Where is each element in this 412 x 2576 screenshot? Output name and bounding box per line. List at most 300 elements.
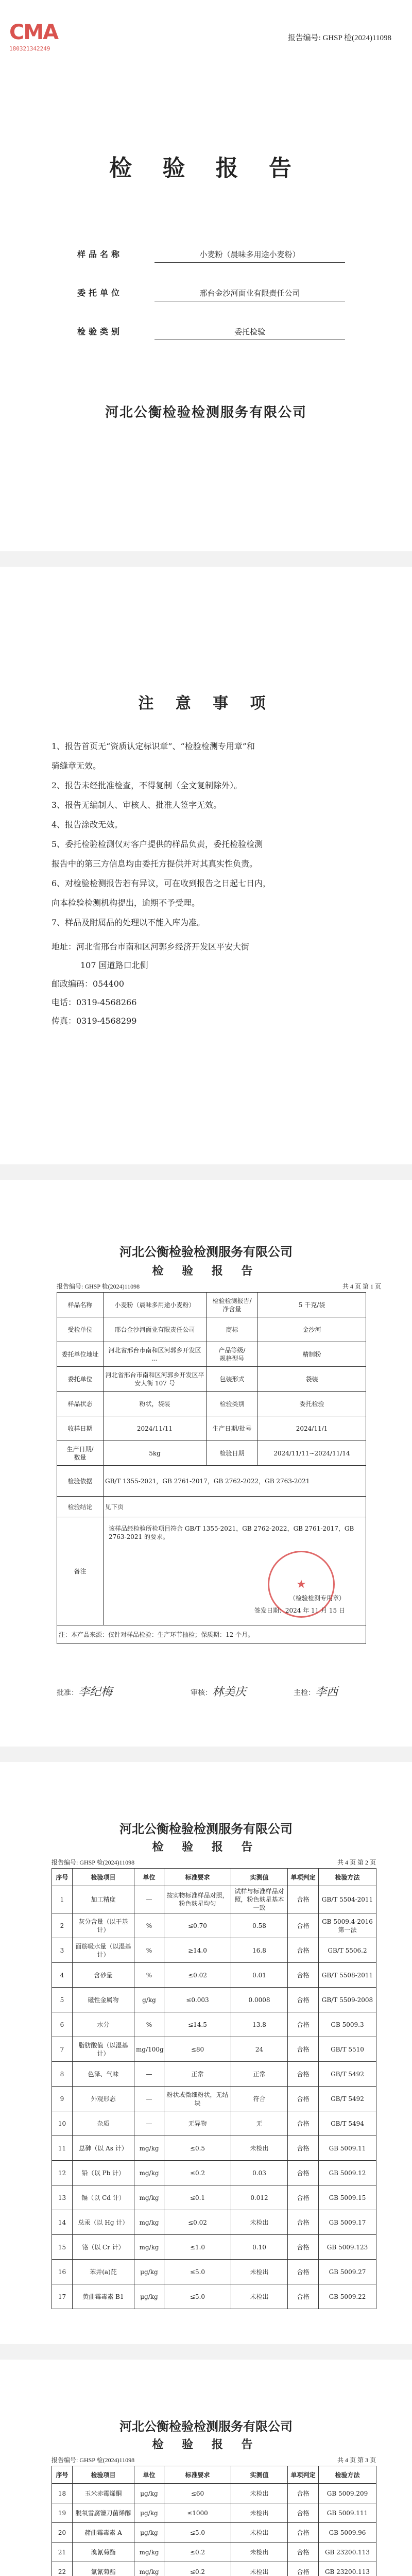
approve-label: 批准： xyxy=(57,1689,78,1697)
table-cell: 6 xyxy=(52,2012,73,2037)
table-cell: 合格 xyxy=(288,2484,319,2503)
notice-item: 报告中的第三方信息均由委托方提供并对其真实性负责。 xyxy=(52,859,258,869)
header-cell: 检验项目 xyxy=(73,2466,134,2484)
cell-value: 2024/11/11~2024/11/14 xyxy=(258,1441,366,1466)
field-label: 检验类别 xyxy=(77,327,123,336)
table-cell: ≤14.5 xyxy=(164,2012,231,2037)
table-cell: GB 5009.22 xyxy=(319,2284,376,2309)
table-cell: 未检出 xyxy=(231,2484,288,2503)
table-cell: 7 xyxy=(52,2037,73,2062)
postcode-line: 邮政编码：054400 xyxy=(52,979,125,989)
cell-key: 样品名称 xyxy=(57,1293,104,1317)
seal-star-icon: ★ xyxy=(296,1578,306,1591)
table-cell: 12 xyxy=(52,2161,73,2185)
table-cell: 16.8 xyxy=(231,1938,288,1963)
table-cell: GB/T 5494 xyxy=(319,2111,376,2136)
cell-key: 检验依据 xyxy=(57,1466,104,1497)
table-cell: 合格 xyxy=(288,2562,319,2576)
table-cell: 外观形态 xyxy=(73,2087,134,2111)
table-row xyxy=(52,2087,376,2111)
table-cell: 14 xyxy=(52,2210,73,2235)
results-table xyxy=(52,1868,376,2309)
table-row xyxy=(57,1497,366,1517)
table-cell: 15 xyxy=(52,2235,73,2260)
table-cell: GB 5009.209 xyxy=(319,2484,376,2503)
table-row xyxy=(52,2037,376,2062)
table-cell: 0.03 xyxy=(231,2161,288,2185)
signature-row xyxy=(57,1682,376,1703)
table-row xyxy=(57,1625,366,1644)
table-cell: 5 xyxy=(52,1988,73,2012)
cell-value: 邢台金沙河面业有限责任公司 xyxy=(104,1317,207,1342)
table-cell: GB/T 5510 xyxy=(319,2037,376,2062)
table-cell: g/kg xyxy=(134,1988,164,2012)
table-cell: 总砷（以 As 计） xyxy=(73,2136,134,2161)
field-sample-name xyxy=(77,242,345,263)
table-cell: 黄曲霉毒素 B1 xyxy=(73,2284,134,2309)
table-row xyxy=(52,2062,376,2087)
table-cell: 22 xyxy=(52,2562,73,2576)
table-cell: 合格 xyxy=(288,1913,319,1938)
table-cell: 合格 xyxy=(288,1886,319,1913)
table-row xyxy=(57,1342,366,1367)
note-cell: 注：本产品来源：仅针对样品检验：生产环节抽检；保质期：12 个月。 xyxy=(57,1625,366,1644)
table-cell: GB 5009.123 xyxy=(319,2235,376,2260)
table-cell: 0.01 xyxy=(231,1963,288,1988)
table-cell: 未检出 xyxy=(231,2260,288,2284)
table-cell: 3 xyxy=(52,1938,73,1963)
header-cell: 实测值 xyxy=(231,1869,288,1886)
table-cell: 加工精度 xyxy=(73,1886,134,1913)
cover-organization: 河北公衡检验检测服务有限公司 xyxy=(105,405,307,420)
table-cell: 4 xyxy=(52,1963,73,1988)
table-cell: 合格 xyxy=(288,2062,319,2087)
cell-key: 生产日期/批号 xyxy=(207,1416,258,1441)
table-cell: GB 5009.11 xyxy=(319,2136,376,2161)
header-cell: 单位 xyxy=(134,2466,164,2484)
notice-item: 骑缝章无效。 xyxy=(52,761,101,771)
field-label: 委托单位 xyxy=(77,288,123,298)
table-row xyxy=(57,1416,366,1441)
table-cell: 按实物标准样品对照，粉色麸星均匀 xyxy=(164,1886,231,1913)
table-row xyxy=(52,1886,376,1913)
cell-value: 精制粉 xyxy=(258,1342,366,1367)
table-row xyxy=(52,1913,376,1938)
table-cell: 13 xyxy=(52,2185,73,2210)
table-cell: 溴氰菊酯 xyxy=(73,2543,134,2562)
table-cell: GB 5009.96 xyxy=(319,2523,376,2543)
table-cell: μg/kg xyxy=(134,2523,164,2543)
cover-title: 检 验 报 告 xyxy=(109,155,303,181)
table-row xyxy=(52,1938,376,1963)
notice-list xyxy=(52,737,371,933)
table-cell: GB/T 5508-2011 xyxy=(319,1963,376,1988)
table-cell: GB 5009.27 xyxy=(319,2260,376,2284)
table-cell: GB/T 5504-2011 xyxy=(319,1886,376,1913)
table-cell: GB/T 5492 xyxy=(319,2087,376,2111)
table-row xyxy=(52,2111,376,2136)
table-row xyxy=(57,1392,366,1416)
table-cell: 未检出 xyxy=(231,2503,288,2523)
cell-value: 粉状，袋装 xyxy=(104,1392,207,1416)
write-signature: 李西 xyxy=(315,1686,338,1699)
table-cell: GB 5009.17 xyxy=(319,2210,376,2235)
notice-page xyxy=(0,567,412,1164)
notice-item: 1、报告首页无“资质认定标识章”、“检验检测专用章”和 xyxy=(52,741,255,751)
table-cell: 0.10 xyxy=(231,2235,288,2260)
page-indicator: 共 4 页 第 2 页 xyxy=(337,1859,376,1866)
table-row xyxy=(52,2136,376,2161)
table-cell: 试样与标准样品对照，粉色麸星基本一致 xyxy=(231,1886,288,1913)
table-cell: 合格 xyxy=(288,2210,319,2235)
cma-mark: CMA xyxy=(9,21,58,44)
table-cell: 无 xyxy=(231,2111,288,2136)
table-cell: 合格 xyxy=(288,2161,319,2185)
table-row xyxy=(52,2012,376,2037)
table-cell: 未检出 xyxy=(231,2523,288,2543)
table-cell: 粉状或微细粉状，无结块 xyxy=(164,2087,231,2111)
cell-key: 生产日期/ 数量 xyxy=(57,1441,104,1466)
table-row xyxy=(57,1441,366,1466)
table-cell: GB/T 5492 xyxy=(319,2062,376,2087)
table-row xyxy=(52,1963,376,1988)
table-row xyxy=(52,2235,376,2260)
page-indicator: 共 4 页 第 1 页 xyxy=(342,1283,381,1290)
table-cell: GB 23200.113 xyxy=(319,2562,376,2576)
table-cell: 8 xyxy=(52,2062,73,2087)
page-gap xyxy=(0,1164,412,1180)
table-cell: 苯并(a)芘 xyxy=(73,2260,134,2284)
table-cell: 无异物 xyxy=(164,2111,231,2136)
table-cell: 未检出 xyxy=(231,2210,288,2235)
table-row xyxy=(52,2523,376,2543)
cell-value: 河北省邢台市南和区河郭乡开发区平安大街 107 号 xyxy=(104,1367,207,1392)
table-cell: 磁性金属物 xyxy=(73,1988,134,2012)
address-line-cont: 107 国道路口北侧 xyxy=(80,960,148,970)
table-cell: 合格 xyxy=(288,2260,319,2284)
table-cell: 24 xyxy=(231,2037,288,2062)
notice-title: 注 意 事 项 xyxy=(138,694,274,713)
table-cell: 13.8 xyxy=(231,2012,288,2037)
table-cell: ≤60 xyxy=(164,2484,231,2503)
cell-value: 5kg xyxy=(104,1441,207,1466)
review-signature: 林美庆 xyxy=(212,1686,247,1699)
report-number: 报告编号: GHSP 检(2024)11098 xyxy=(52,1859,135,1866)
table-cell: ≤0.2 xyxy=(164,2161,231,2185)
cell-key: 检验检测报告/ 净含量 xyxy=(207,1293,258,1317)
table-cell: % xyxy=(134,1913,164,1938)
page-indicator: 共 4 页 第 3 页 xyxy=(337,2456,376,2464)
table-row xyxy=(52,2284,376,2309)
report-number: 报告编号: GHSP 检(2024)11098 xyxy=(287,34,391,42)
table-cell: 赭曲霉毒素 A xyxy=(73,2523,134,2543)
table-row xyxy=(57,1317,366,1342)
table-cell: ≤80 xyxy=(164,2037,231,2062)
table-cell: — xyxy=(134,1886,164,1913)
table-cell: 未检出 xyxy=(231,2284,288,2309)
table-header-row xyxy=(52,1869,376,1886)
write-label: 主检： xyxy=(294,1689,315,1697)
table-cell: ≤5.0 xyxy=(164,2284,231,2309)
table-cell: 合格 xyxy=(288,2503,319,2523)
table-row xyxy=(57,1466,366,1497)
table-cell: GB 5009.111 xyxy=(319,2503,376,2523)
cell-value: 袋装 xyxy=(258,1367,366,1392)
table-cell: 11 xyxy=(52,2136,73,2161)
table-cell: 合格 xyxy=(288,1988,319,2012)
table-cell: 玉米赤霉烯酮 xyxy=(73,2484,134,2503)
field-category xyxy=(77,319,345,340)
table-row xyxy=(52,2503,376,2523)
header-cell: 标准要求 xyxy=(164,1869,231,1886)
notice-item: 7、样品及附属品的处理以不能入库为准。 xyxy=(52,918,205,927)
cma-logo xyxy=(9,21,67,52)
cell-value: 见下页 xyxy=(104,1497,366,1517)
table-cell: 合格 xyxy=(288,2185,319,2210)
page-subtitle: 检 验 报 告 xyxy=(152,1264,260,1278)
report-number: 报告编号: GHSP 检(2024)11098 xyxy=(52,2456,135,2464)
table-cell: μg/kg xyxy=(134,2484,164,2503)
table-cell: 脂肪酸值（以湿基计） xyxy=(73,2037,134,2062)
table-cell: ≤1.0 xyxy=(164,2235,231,2260)
table-cell: μg/kg xyxy=(134,2284,164,2309)
table-cell: mg/kg xyxy=(134,2136,164,2161)
table-cell: 杂质 xyxy=(73,2111,134,2136)
table-cell: 1 xyxy=(52,1886,73,1913)
header-cell: 序号 xyxy=(52,1869,73,1886)
table-cell: GB 5009.3 xyxy=(319,2012,376,2037)
table-cell: 未检出 xyxy=(231,2136,288,2161)
table-cell: — xyxy=(134,2062,164,2087)
cell-key: 委托单位地址 xyxy=(57,1342,104,1367)
table-cell: ≤0.2 xyxy=(164,2543,231,2562)
results-page-1 xyxy=(0,1762,412,2344)
table-header-row xyxy=(52,2466,376,2484)
table-cell: ≤0.1 xyxy=(164,2185,231,2210)
table-cell: mg/kg xyxy=(134,2562,164,2576)
notice-item: 5、委托检验检测仅对客户提供的样品负责，委托检验检测 xyxy=(52,839,263,849)
cell-value: 河北省邢台市南和区河郭乡开发区 ... xyxy=(104,1342,207,1367)
cell-key: 检验类别 xyxy=(207,1392,258,1416)
table-cell: 20 xyxy=(52,2523,73,2543)
review-label: 审核： xyxy=(191,1689,212,1697)
table-row xyxy=(52,2210,376,2235)
cell-key: 样品状态 xyxy=(57,1392,104,1416)
table-cell: 总汞（以 Hg 计） xyxy=(73,2210,134,2235)
cell-value: 2024/11/1 xyxy=(258,1416,366,1441)
table-cell: ≥14.0 xyxy=(164,1938,231,1963)
field-value: 委托检验 xyxy=(154,326,345,340)
table-cell: 9 xyxy=(52,2087,73,2111)
table-cell: GB/T 5506.2 xyxy=(319,1938,376,1963)
table-cell: 合格 xyxy=(288,2037,319,2062)
table-cell: ≤5.0 xyxy=(164,2260,231,2284)
header-cell: 单位 xyxy=(134,1869,164,1886)
remark-text: 该样品经检验所检项目符合 GB/T 1355-2021，GB 2762-2022，GB 2761-2017，GB 2763-2021 的要求。 xyxy=(109,1525,354,1540)
table-cell: 2 xyxy=(52,1913,73,1938)
table-cell: ≤0.2 xyxy=(164,2562,231,2576)
table-cell: 面筋吸水量（以湿基计） xyxy=(73,1938,134,1963)
table-cell: ≤1000 xyxy=(164,2503,231,2523)
table-cell: mg/kg xyxy=(134,2543,164,2562)
cell-value: 金沙河 xyxy=(258,1317,366,1342)
table-cell: 17 xyxy=(52,2284,73,2309)
table-cell: 色泽、气味 xyxy=(73,2062,134,2087)
contact-block xyxy=(52,938,371,1030)
table-cell: GB/T 5509-2008 xyxy=(319,1988,376,2012)
field-label: 样品名称 xyxy=(77,249,123,259)
header-cell: 单项判定 xyxy=(288,2466,319,2484)
table-cell: mg/kg xyxy=(134,2161,164,2185)
approve-signature: 李纪梅 xyxy=(78,1686,113,1699)
table-cell: mg/kg xyxy=(134,2235,164,2260)
table-cell: 脱氧雪腐镰刀菌烯醇 xyxy=(73,2503,134,2523)
header-cell: 检验方法 xyxy=(319,2466,376,2484)
cell-value: 委托检验 xyxy=(258,1392,366,1416)
header-cell: 序号 xyxy=(52,2466,73,2484)
table-cell: GB 5009.12 xyxy=(319,2161,376,2185)
cell-value: 5 千克/袋 xyxy=(258,1293,366,1317)
table-cell: 0.58 xyxy=(231,1913,288,1938)
table-cell: 符合 xyxy=(231,2087,288,2111)
table-cell: ≤0.003 xyxy=(164,1988,231,2012)
table-cell: 合格 xyxy=(288,2235,319,2260)
table-cell: 合格 xyxy=(288,1938,319,1963)
cell-key: 检验日期 xyxy=(207,1441,258,1466)
page-subtitle: 检 验 报 告 xyxy=(152,2438,260,2451)
field-value: 小麦粉（晨味多用途小麦粉） xyxy=(154,249,345,263)
cell-value: 小麦粉（晨味多用途小麦粉） xyxy=(104,1293,207,1317)
page-organization: 河北公衡检验检测服务有限公司 xyxy=(119,2419,293,2434)
table-cell: GB 23200.113 xyxy=(319,2543,376,2562)
cell-key: 商标 xyxy=(207,1317,258,1342)
table-row xyxy=(52,2562,376,2576)
notice-item: 3、报告无编制人、审核人、批准人签字无效。 xyxy=(52,800,222,810)
table-row xyxy=(57,1367,366,1392)
table-cell: 合格 xyxy=(288,2136,319,2161)
notice-item: 2、报告未经批准检查，不得复制（全文复制除外）。 xyxy=(52,781,243,790)
cell-key: 产品等级/ 规格型号 xyxy=(207,1342,258,1367)
table-cell: mg/kg xyxy=(134,2185,164,2210)
table-cell: ≤0.02 xyxy=(164,2210,231,2235)
field-client xyxy=(77,281,345,301)
table-cell: 正常 xyxy=(231,2062,288,2087)
table-cell: 合格 xyxy=(288,2284,319,2309)
page-subtitle: 检 验 报 告 xyxy=(152,1840,260,1854)
table-cell: 灰分含量（以干基计） xyxy=(73,1913,134,1938)
table-cell: μg/kg xyxy=(134,2260,164,2284)
page-gap xyxy=(0,551,412,567)
cell-key: 受检单位 xyxy=(57,1317,104,1342)
table-row xyxy=(52,2260,376,2284)
table-row xyxy=(52,2543,376,2562)
table-cell: 合格 xyxy=(288,2087,319,2111)
table-cell: — xyxy=(134,2111,164,2136)
cell-value: 2024/11/11 xyxy=(104,1416,207,1441)
table-cell: 18 xyxy=(52,2484,73,2503)
report-summary-page xyxy=(0,1180,412,1747)
page-organization: 河北公衡检验检测服务有限公司 xyxy=(119,1821,293,1836)
table-cell: 氯氰菊酯 xyxy=(73,2562,134,2576)
header-cell: 标准要求 xyxy=(164,2466,231,2484)
results-table xyxy=(52,2466,376,2576)
table-cell: ≤0.5 xyxy=(164,2136,231,2161)
table-cell: ≤0.02 xyxy=(164,1963,231,1988)
results-body xyxy=(52,1886,376,2309)
table-cell: 铅（以 Pb 计） xyxy=(73,2161,134,2185)
table-cell: % xyxy=(134,2012,164,2037)
header-cell: 检验项目 xyxy=(73,1869,134,1886)
table-row xyxy=(52,2185,376,2210)
table-cell: 正常 xyxy=(164,2062,231,2087)
page-organization: 河北公衡检验检测服务有限公司 xyxy=(119,1244,293,1259)
table-cell: 0.012 xyxy=(231,2185,288,2210)
header-cell: 实测值 xyxy=(231,2466,288,2484)
table-cell: ≤5.0 xyxy=(164,2523,231,2543)
table-cell: 10 xyxy=(52,2111,73,2136)
cell-key: 收样日期 xyxy=(57,1416,104,1441)
table-cell: mg/100g xyxy=(134,2037,164,2062)
results-body xyxy=(52,2484,376,2576)
table-cell: 合格 xyxy=(288,2012,319,2037)
results-page-2 xyxy=(0,2360,412,2576)
table-cell: ≤0.70 xyxy=(164,1913,231,1938)
sign-date: 签发日期：2024 年 11 月 15 日 xyxy=(254,1607,345,1614)
table-cell: % xyxy=(134,1963,164,1988)
table-row xyxy=(57,1293,366,1317)
tel-line: 电话：0319-4568266 xyxy=(52,997,137,1007)
page-gap xyxy=(0,1747,412,1762)
table-cell: 16 xyxy=(52,2260,73,2284)
header-cell: 单项判定 xyxy=(288,1869,319,1886)
cell-key: 委托单位 xyxy=(57,1367,104,1392)
table-cell: GB 5009.4-2016 第一法 xyxy=(319,1913,376,1938)
table-cell: 合格 xyxy=(288,2111,319,2136)
table-cell: 0.0008 xyxy=(231,1988,288,2012)
table-cell: GB 5009.15 xyxy=(319,2185,376,2210)
table-cell: 未检出 xyxy=(231,2543,288,2562)
field-value: 邢台金沙河面业有限责任公司 xyxy=(154,287,345,301)
table-cell: 合格 xyxy=(288,2543,319,2562)
cell-key: 检验结论 xyxy=(57,1497,104,1517)
notice-item: 4、报告涂改无效。 xyxy=(52,820,123,829)
table-cell: 合格 xyxy=(288,2523,319,2543)
table-cell: 镉（以 Cd 计） xyxy=(73,2185,134,2210)
table-cell: 未检出 xyxy=(231,2562,288,2576)
table-cell: 19 xyxy=(52,2503,73,2523)
page-gap xyxy=(0,2344,412,2360)
cell-key: 包装形式 xyxy=(207,1367,258,1392)
notice-item: 向本检验检测机构提出，逾期不予受理。 xyxy=(52,898,200,908)
table-cell: 铬（以 Cr 计） xyxy=(73,2235,134,2260)
table-cell: % xyxy=(134,1938,164,1963)
table-row xyxy=(52,1988,376,2012)
table-cell: 水分 xyxy=(73,2012,134,2037)
fax-line: 传真：0319-4568299 xyxy=(52,1016,137,1026)
cell-value: GB/T 1355-2021，GB 2761-2017，GB 2762-2022，GB 2763-2021 xyxy=(104,1466,366,1497)
notice-item: 6、对检验检测报告若有异议，可在收到报告之日起七日内， xyxy=(52,878,271,888)
table-cell: 21 xyxy=(52,2543,73,2562)
header-cell: 检验方法 xyxy=(319,1869,376,1886)
report-number: 报告编号: GHSP 检(2024)11098 xyxy=(57,1283,140,1290)
table-row xyxy=(52,2484,376,2503)
address-line: 地址：河北省邢台市南和区河郭乡经济开发区平安大街 xyxy=(52,942,250,952)
table-cell: 合格 xyxy=(288,1963,319,1988)
table-cell: mg/kg xyxy=(134,2210,164,2235)
cma-code: 180321342249 xyxy=(9,45,50,52)
table-row xyxy=(52,2161,376,2185)
official-seal xyxy=(268,1551,335,1618)
